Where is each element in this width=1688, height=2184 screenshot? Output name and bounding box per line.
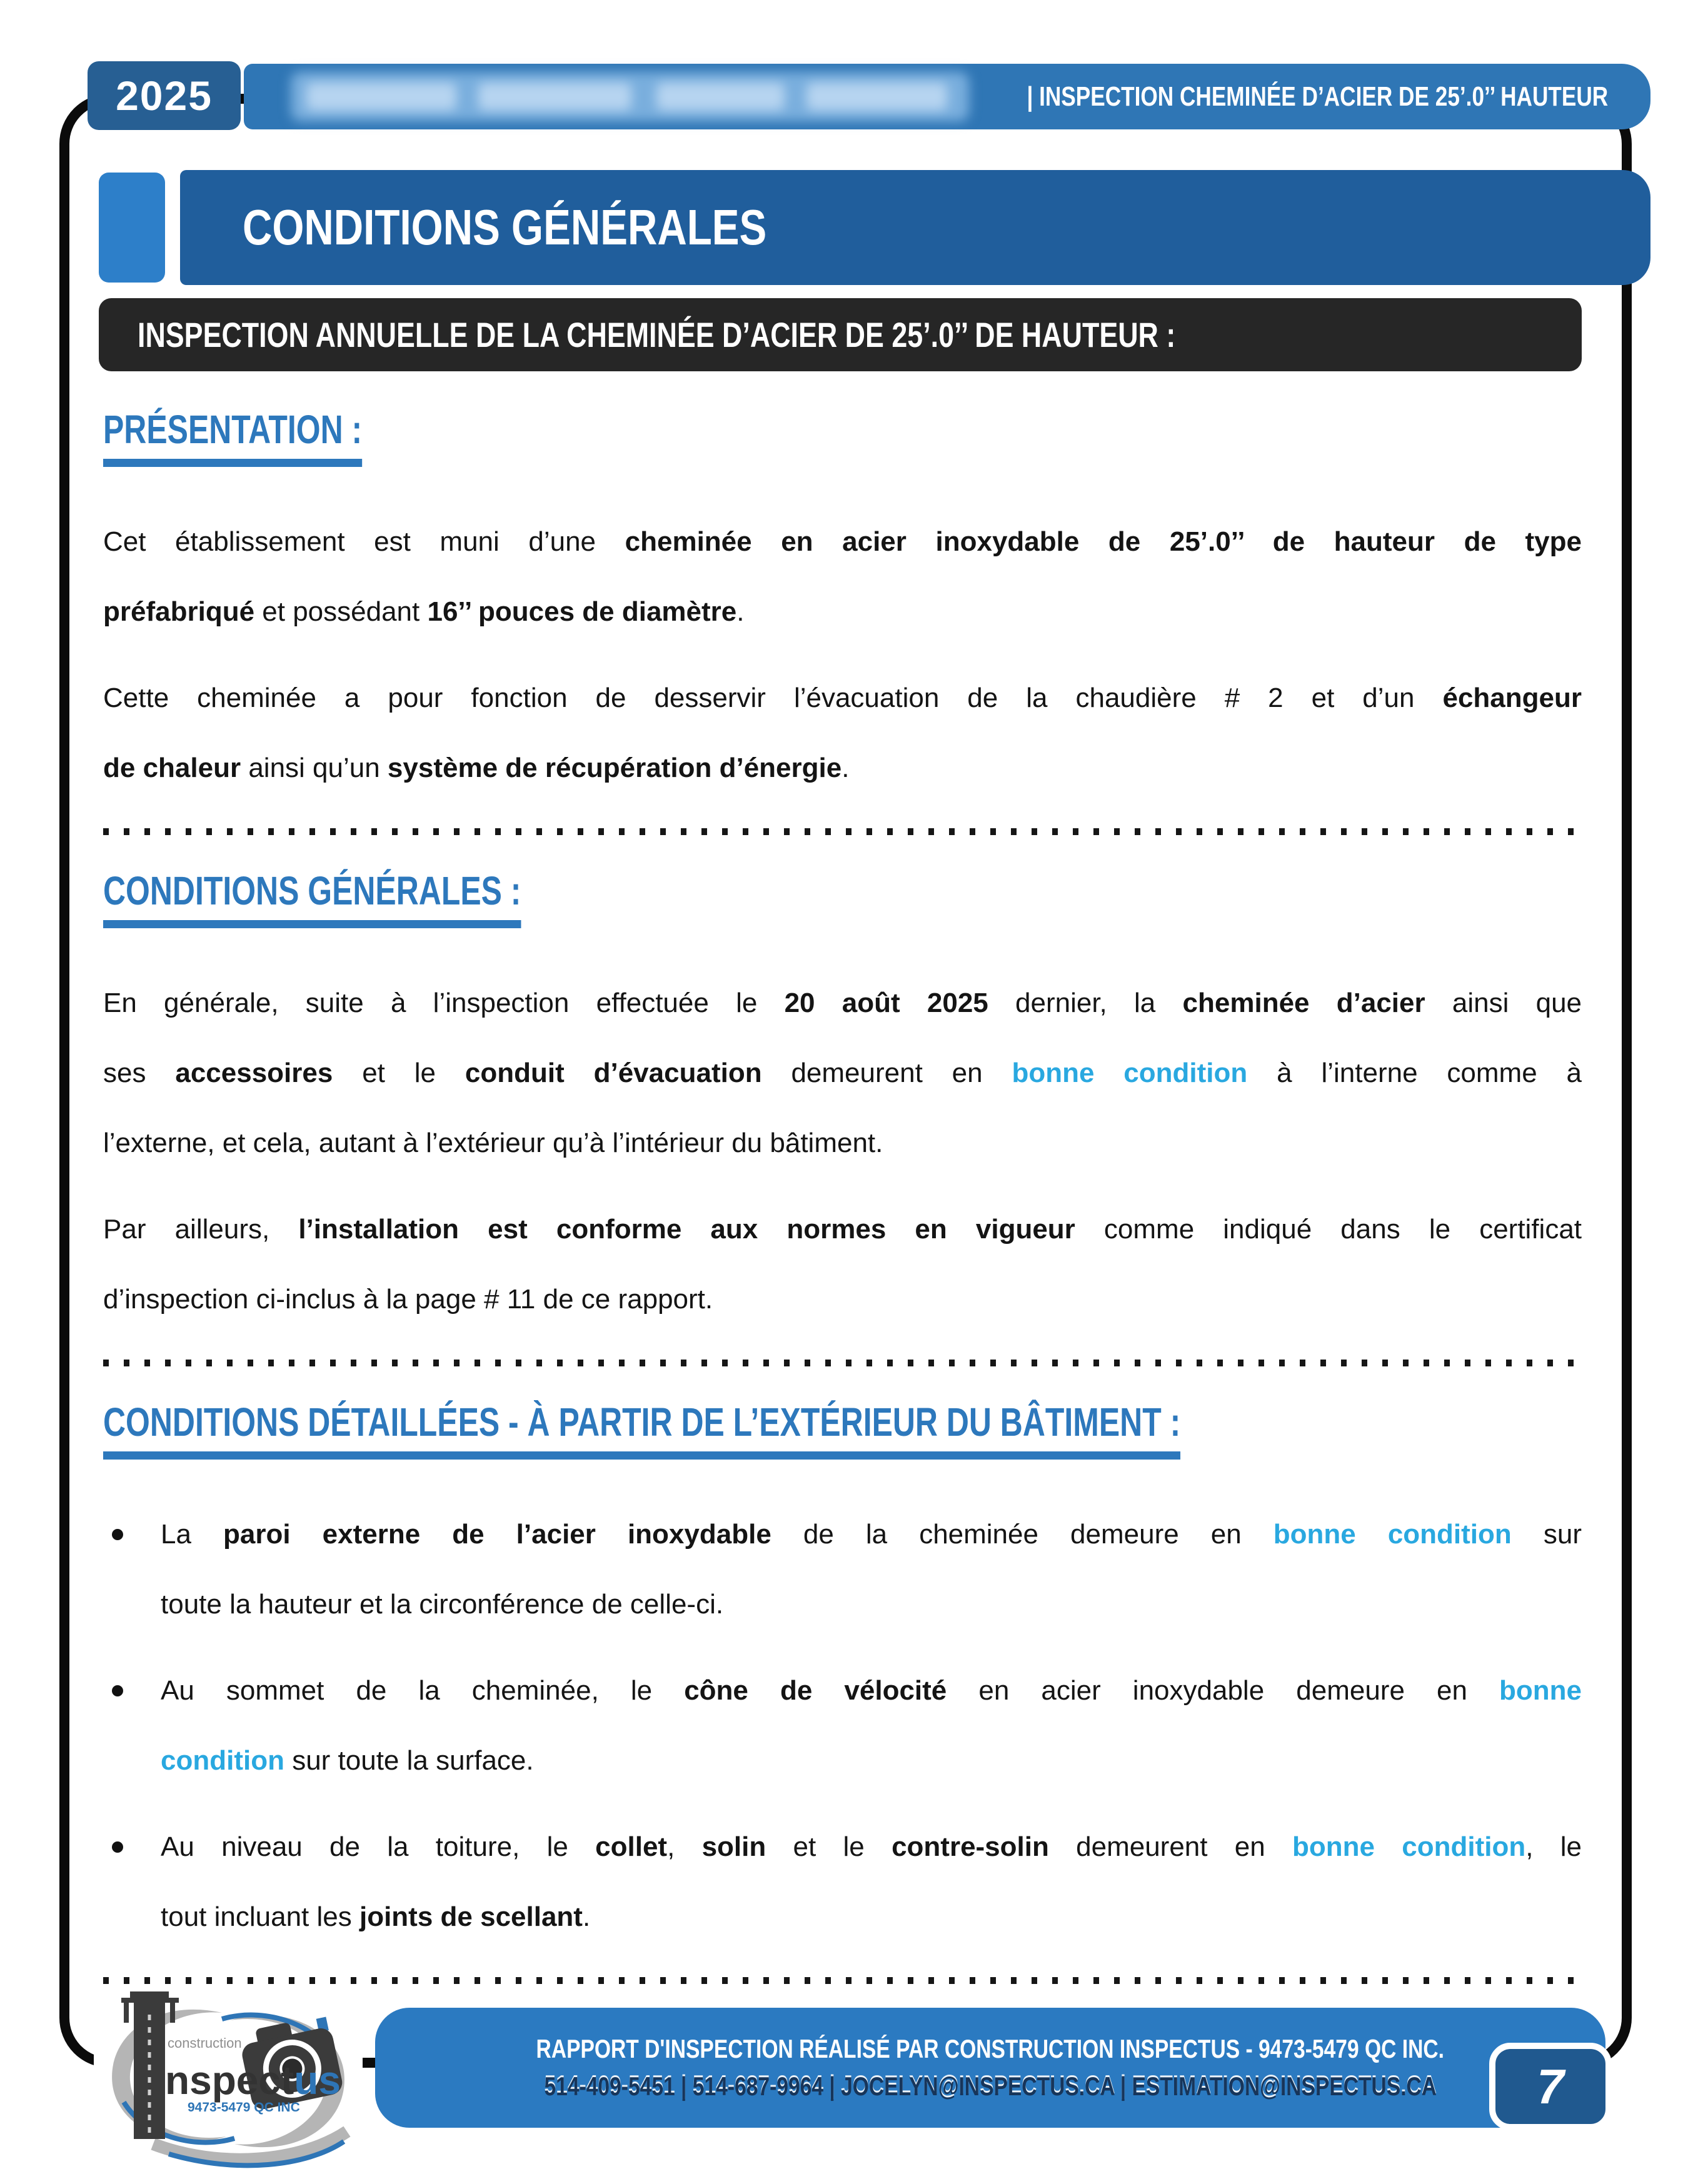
text-line: condition sur toute la surface. <box>161 1745 534 1776</box>
bullet-icon <box>112 1529 123 1540</box>
paragraph <box>103 507 1582 647</box>
page-number: 7 <box>1537 2058 1564 2114</box>
title-accent-square <box>99 173 165 283</box>
text-line: de chaleur ainsi qu’un système de récupération d’énergie. <box>103 753 850 783</box>
redaction-streak <box>656 83 785 111</box>
redaction-streak <box>306 83 456 111</box>
footer-line2: 514-409-5451 | 514-687-9964 | JOCELYN@INSPECTUS.CA | ESTIMATION@INSPECTUS.CA <box>544 2071 1437 2101</box>
footer-bar <box>375 2008 1605 2128</box>
header-bar <box>244 64 1650 129</box>
page-title: CONDITIONS GÉNÉRALES <box>243 199 767 255</box>
bullet-item <box>103 1500 1582 1640</box>
text-line: Cette cheminée a pour fonction de desservir l’évacuation de la chaudière # 2 et d’un échangeur <box>103 683 1582 713</box>
logo-word-company-number: 9473-5479 QC INC <box>188 2100 300 2115</box>
bullet-icon <box>112 1685 123 1696</box>
text-line: Au niveau de la toiture, le collet, solin et le contre-solin demeurent en bonne condition, le <box>161 1831 1582 1862</box>
text-line: La paroi externe de l’acier inoxydable de la cheminée demeure en bonne condition sur <box>161 1519 1582 1550</box>
paragraph <box>103 1195 1582 1335</box>
logo-word-inspectus: nspectus <box>165 2058 341 2103</box>
header-title-text: | INSPECTION CHEMINÉE D’ACIER DE 25’.0’’ HAUTEUR <box>1027 81 1608 112</box>
paragraph <box>103 663 1582 803</box>
logo-word-construction: construction <box>168 2035 242 2051</box>
section-heading-presentation: PRÉSENTATION : <box>103 406 1582 467</box>
document-body <box>103 388 1582 1984</box>
text-line: Au sommet de la cheminée, le cône de vélocité en acier inoxydable demeure en bonne <box>161 1675 1582 1706</box>
header-title <box>882 64 1608 129</box>
text-line: Cet établissement est muni d’une cheminée en acier inoxydable de 25’.0’’ de hauteur de type <box>103 526 1582 557</box>
paragraph <box>103 968 1582 1178</box>
text-line: l’externe, et cela, autant à l’extérieur qu’à l’intérieur du bâtiment. <box>103 1128 883 1158</box>
year-text: 2025 <box>116 73 213 119</box>
dotted-separator <box>103 1977 1582 1984</box>
subtitle-text: INSPECTION ANNUELLE DE LA CHEMINÉE D’ACIER DE 25’.0’’ DE HAUTEUR : <box>138 315 1176 354</box>
text-line: tout incluant les joints de scellant. <box>161 1901 591 1932</box>
inspectus-logo-graphic <box>94 1986 363 2171</box>
section-heading-conditions-detaillees: CONDITIONS DÉTAILLÉES - À PARTIR DE L’EXTÉRIEUR DU BÂTIMENT : <box>103 1399 1582 1460</box>
dotted-separator <box>103 1360 1582 1366</box>
text-line: Par ailleurs, l’installation est conforme aux normes en vigueur comme indiqué dans le certificat <box>103 1214 1582 1245</box>
redaction-streak <box>478 83 631 111</box>
redacted-client-name <box>291 72 969 121</box>
section-heading-conditions-generales: CONDITIONS GÉNÉRALES : <box>103 868 1582 928</box>
year-badge <box>88 61 241 130</box>
text-line: d’inspection ci-inclus à la page # 11 de ce rapport. <box>103 1284 713 1315</box>
text-line: ses accessoires et le conduit d’évacuation demeurent en bonne condition à l’interne comme à <box>103 1058 1582 1088</box>
page-number-badge <box>1489 2043 1612 2130</box>
subtitle-banner <box>99 298 1582 371</box>
text-line: En générale, suite à l’inspection effectuée le 20 août 2025 dernier, la cheminée d’acier ainsi que <box>103 988 1582 1018</box>
dotted-separator <box>103 828 1582 835</box>
bullet-icon <box>112 1841 123 1853</box>
bullet-item <box>103 1656 1582 1796</box>
company-logo <box>94 1986 363 2171</box>
text-line: toute la hauteur et la circonférence de celle-ci. <box>161 1589 724 1620</box>
footer-line1: RAPPORT D'INSPECTION RÉALISÉ PAR CONSTRUCTION INSPECTUS - 9473-5479 QC INC. <box>536 2034 1445 2063</box>
text-line: préfabriqué et possédant 16’’ pouces de diamètre. <box>103 596 745 627</box>
bullet-item <box>103 1812 1582 1952</box>
page-title-banner <box>180 170 1650 285</box>
